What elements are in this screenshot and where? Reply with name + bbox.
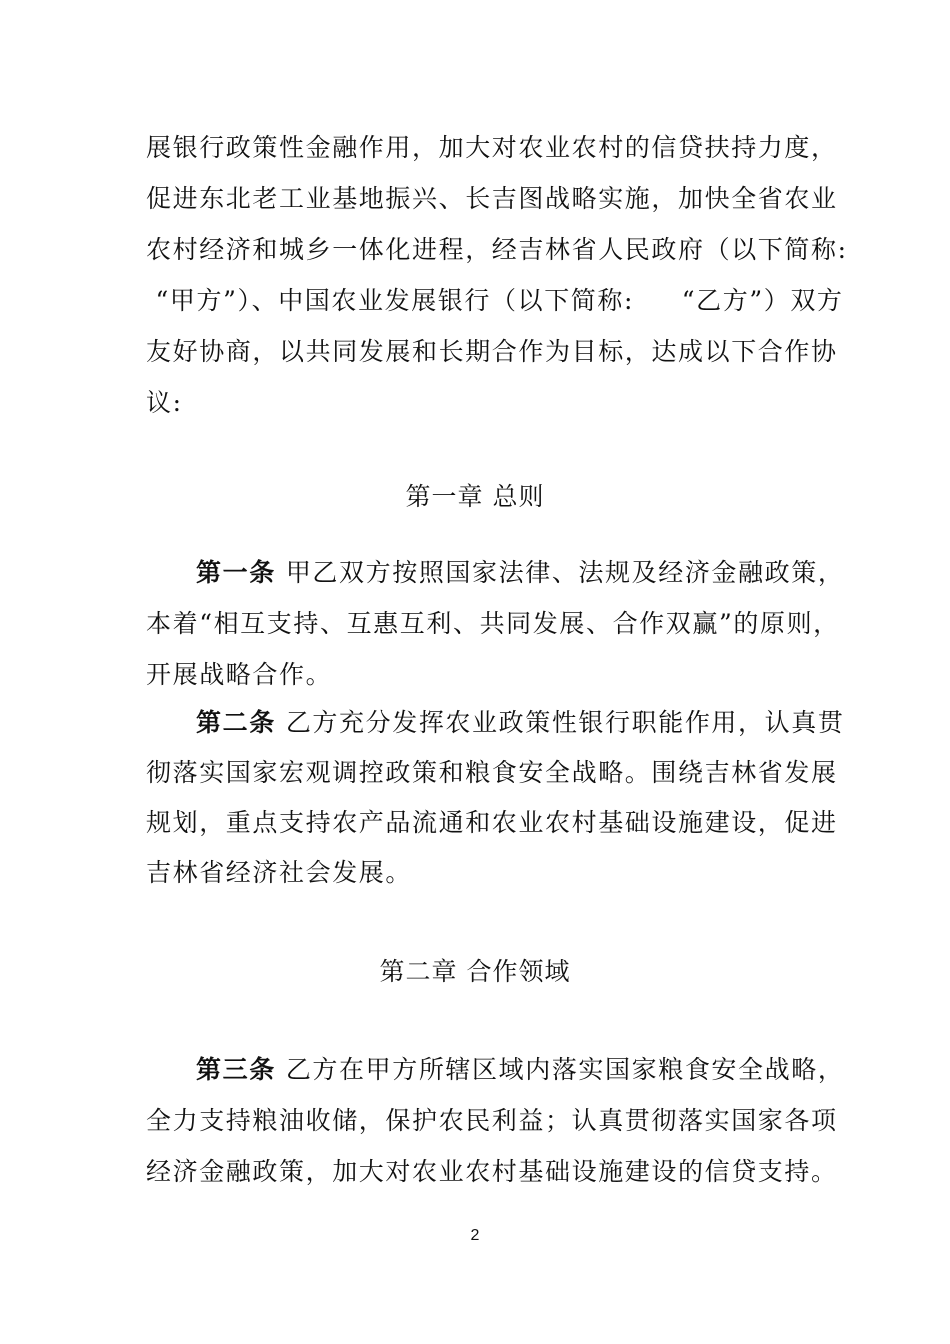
article-line: 经济金融政策，加大对农业农村基础设施建设的信贷支持。 (146, 1157, 838, 1186)
article-label: 第二条 (196, 708, 276, 737)
preamble-line: 促进东北老工业基地振兴、长吉图战略实施，加快全省农业 (146, 184, 838, 213)
preamble-line: 友好协商，以共同发展和长期合作为目标，达成以下合作协 (146, 337, 838, 366)
chapter-heading: 第一章 总则 (405, 482, 545, 511)
article-1-first-line (196, 556, 866, 590)
article-2-first-line (196, 706, 866, 740)
chapter-heading: 第二章 合作领域 (379, 957, 571, 986)
preamble-line: 展银行政策性金融作用，加大对农业农村的信贷扶持力度， (146, 133, 838, 162)
article-line: 开展战略合作。 (146, 660, 333, 689)
article-line: 吉林省经济社会发展。 (146, 858, 413, 887)
article-label: 第三条 (196, 1055, 276, 1084)
article-line: 彻落实国家宏观调控政策和粮食安全战略。围绕吉林省发展 (146, 758, 838, 787)
preamble-line: 农村经济和城乡一体化进程，经吉林省人民政府（以下简称: (146, 235, 848, 264)
preamble-line: 议: (146, 388, 183, 417)
article-text: 乙方充分发挥农业政策性银行职能作用，认真贯 (285, 708, 845, 737)
page-number: 2 (470, 1227, 480, 1244)
article-line: 全力支持粮油收储，保护农民利益；认真贯彻落实国家各项 (146, 1106, 838, 1135)
article-label: 第一条 (196, 558, 276, 587)
article-3-first-line (196, 1053, 866, 1087)
article-text: 乙方在甲方所辖区域内落实国家粮食安全战略， (285, 1055, 845, 1084)
article-line: 规划，重点支持农产品流通和农业农村基础设施建设，促进 (146, 808, 838, 837)
preamble-line: “甲方”）、中国农业发展银行（以下简称: “乙方”）双方 (146, 286, 844, 315)
article-text: 甲乙双方按照国家法律、法规及经济金融政策， (285, 558, 845, 587)
article-line: 本着“相互支持、互惠互利、共同发展、合作双赢”的原则， (146, 609, 840, 638)
